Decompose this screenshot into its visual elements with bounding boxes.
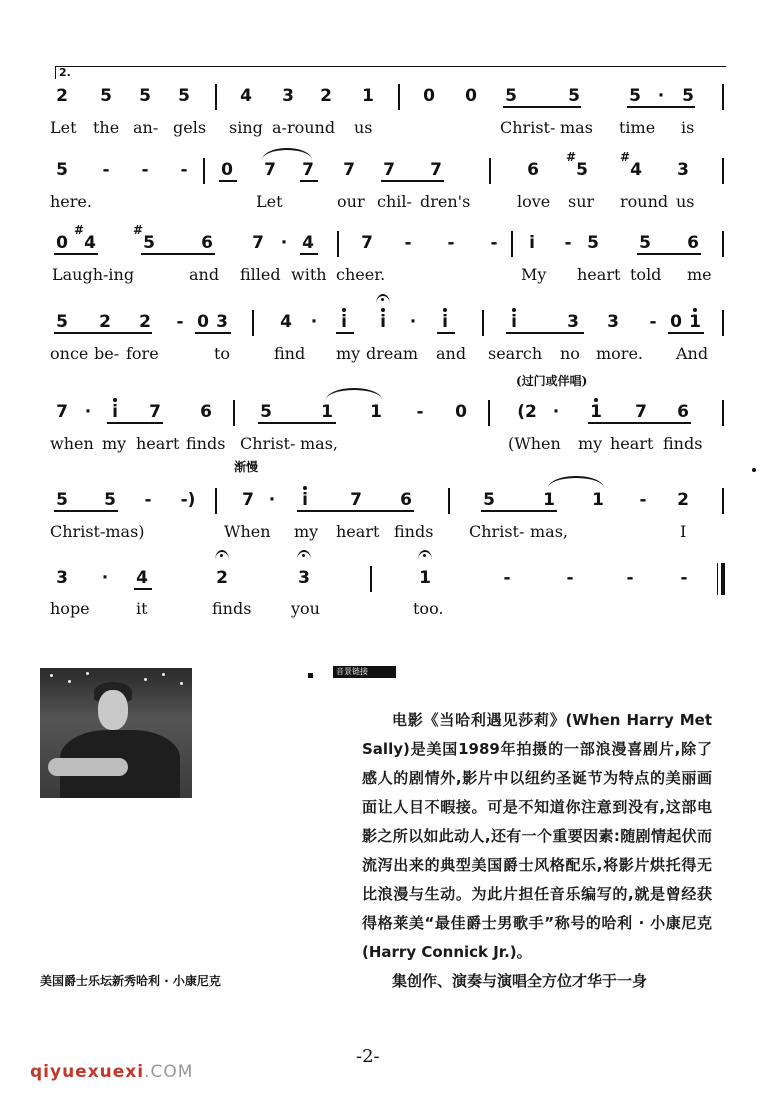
underline	[195, 332, 231, 334]
note: -	[404, 233, 412, 253]
barline	[252, 310, 254, 336]
sharp-sign: #	[74, 223, 85, 237]
lyric: us	[676, 192, 695, 211]
note: -	[626, 568, 634, 588]
barline	[398, 84, 400, 110]
note: 6	[200, 402, 212, 422]
barline	[215, 488, 217, 514]
note: 4	[302, 233, 314, 253]
tie	[548, 476, 604, 488]
barline	[370, 566, 372, 592]
note: -)	[180, 490, 196, 510]
site-watermark	[30, 1062, 193, 1082]
second-ending-bracket	[55, 66, 726, 79]
lyric: time	[619, 118, 656, 137]
note: i	[511, 312, 517, 332]
note: 2	[56, 86, 68, 106]
lyric: you	[291, 599, 320, 618]
note: 3	[56, 568, 68, 588]
lyric: is	[681, 118, 695, 137]
lyric: my	[294, 522, 319, 541]
interlude-annotation: (过门或伴唱)	[516, 374, 588, 388]
lyric: finds	[186, 434, 226, 453]
underline	[381, 180, 444, 182]
final-barline-thin	[717, 563, 718, 595]
lyric: dream	[366, 344, 419, 363]
note: 1	[689, 312, 701, 332]
barline	[215, 84, 217, 110]
lyric: with	[291, 265, 327, 284]
barline	[722, 231, 724, 257]
article-text	[362, 706, 712, 996]
note: 6	[687, 233, 699, 253]
high-octave-dot	[512, 308, 516, 312]
lyric: finds	[663, 434, 703, 453]
note: 6	[677, 402, 689, 422]
artist-face	[98, 690, 128, 730]
lyric: my	[578, 434, 603, 453]
note: 3	[567, 312, 579, 332]
lyric: find	[274, 344, 306, 363]
note: ·	[101, 568, 109, 588]
note: 5	[56, 490, 68, 510]
sharp-sign: #	[620, 150, 631, 164]
barline	[722, 400, 724, 426]
note: 0	[197, 312, 209, 332]
lyric: a-round	[272, 118, 336, 137]
high-octave-dot	[342, 308, 346, 312]
underline	[336, 332, 354, 334]
note: ·	[409, 312, 417, 332]
high-octave-dot	[594, 398, 598, 402]
note: 0	[423, 86, 435, 106]
note: 7	[252, 233, 264, 253]
note: 1	[590, 402, 602, 422]
note: 7	[56, 402, 68, 422]
note: -	[180, 160, 188, 180]
ending-number: 2.	[59, 66, 71, 79]
lyric: chil-	[377, 192, 412, 211]
note: -	[564, 233, 572, 253]
note: 2	[320, 86, 332, 106]
lyric: more.	[596, 344, 644, 363]
underline	[437, 332, 455, 334]
lyric: finds	[212, 599, 252, 618]
underline	[219, 180, 237, 182]
underline	[258, 422, 336, 424]
note: 0	[465, 86, 477, 106]
note: 7	[343, 160, 355, 180]
note: ·	[268, 490, 276, 510]
article-paragraph: 电影《当哈利遇见莎莉》(When Harry Met Sally)是美国1989年拍摄的一部浪漫喜剧片,除了感人的剧情外,影片中以纽约圣诞节为特点的美丽画面让人目不暇接。可是不知道你注意到没有,这部电影之所以如此动人,还有一个重要因素:随剧情起伏而流泻出来的典型美国爵士风格配乐,将影片烘托得无比浪漫与生动。为此片担任音乐编写的,就是曾经获得格莱美“最佳爵士男歌手”称号的哈利 · 小康尼克(Harry Connick Jr.)。	[362, 711, 712, 961]
note: 7	[430, 160, 442, 180]
underline	[627, 106, 695, 108]
barline	[722, 158, 724, 184]
note: 7	[350, 490, 362, 510]
high-octave-dot	[693, 308, 697, 312]
note: 5	[639, 233, 651, 253]
lyric: too.	[413, 599, 444, 618]
note: 6	[400, 490, 412, 510]
underline	[588, 422, 691, 424]
lyric: Christ-	[240, 434, 296, 453]
section-rubric: 音景链接	[333, 666, 396, 678]
barline	[488, 400, 490, 426]
note: 5	[56, 160, 68, 180]
note: 4	[240, 86, 252, 106]
note: 1	[321, 402, 333, 422]
lyric: when	[50, 434, 94, 453]
note: 7	[302, 160, 314, 180]
barline	[489, 158, 491, 184]
lyric: And	[676, 344, 709, 363]
note: 4	[136, 568, 148, 588]
tie	[326, 388, 382, 400]
note: -	[141, 160, 149, 180]
note: 5	[483, 490, 495, 510]
lyric: filled	[240, 265, 281, 284]
note: 3	[298, 568, 310, 588]
note: i	[529, 233, 535, 253]
article-paragraph: 集创作、演奏与演唱全方位才华于一身	[392, 972, 648, 990]
lyric: heart	[610, 434, 654, 453]
note: 5	[568, 86, 580, 106]
slur	[262, 148, 312, 160]
note: 0	[455, 402, 467, 422]
note: 7	[242, 490, 254, 510]
note: 5	[587, 233, 599, 253]
note: 7	[361, 233, 373, 253]
note: ·	[657, 86, 665, 106]
note: 5	[260, 402, 272, 422]
underline	[54, 332, 152, 334]
lyric: sur	[568, 192, 595, 211]
lyric: my	[102, 434, 127, 453]
note: 5	[505, 86, 517, 106]
note: 2	[99, 312, 111, 332]
note: 1	[370, 402, 382, 422]
underline	[141, 253, 215, 255]
note: i	[112, 402, 118, 422]
note: -	[144, 490, 152, 510]
fermata	[418, 550, 432, 560]
note: -	[503, 568, 511, 588]
fermata	[297, 550, 311, 560]
note: 6	[201, 233, 213, 253]
note: 3	[607, 312, 619, 332]
underline	[481, 510, 557, 512]
underline	[503, 106, 581, 108]
watermark-suffix: .COM	[144, 1062, 194, 1082]
note: 5	[56, 312, 68, 332]
print-speck	[752, 468, 756, 472]
note: 7	[383, 160, 395, 180]
lyric: my	[336, 344, 361, 363]
ritardando-annotation: 渐慢	[234, 460, 259, 474]
note: 3	[677, 160, 689, 180]
lyric: search	[488, 344, 543, 363]
note: 4	[280, 312, 292, 332]
underline	[300, 180, 318, 182]
fermata	[376, 294, 390, 304]
lyric: (When	[508, 434, 561, 453]
lyric: the	[93, 118, 120, 137]
note: 3	[282, 86, 294, 106]
lyric: hope	[50, 599, 90, 618]
note: ·	[310, 312, 318, 332]
lyric: cheer.	[336, 265, 386, 284]
barline	[233, 400, 235, 426]
rubric-bullet	[308, 673, 313, 678]
note: ·	[280, 233, 288, 253]
underline	[300, 253, 318, 255]
note: 5	[576, 160, 588, 180]
note: 5	[143, 233, 155, 253]
lyric: me	[687, 265, 712, 284]
note: -	[490, 233, 498, 253]
photo-caption: 美国爵士乐坛新秀哈利 · 小康尼克	[40, 974, 221, 988]
lyric: an-	[133, 118, 159, 137]
note: i	[302, 490, 308, 510]
note: -	[102, 160, 110, 180]
lyric: sing	[229, 118, 263, 137]
note: ·	[552, 402, 560, 422]
lyric: heart	[336, 522, 380, 541]
underline	[134, 588, 152, 590]
note: 1	[419, 568, 431, 588]
note: -	[566, 568, 574, 588]
underline	[506, 332, 584, 334]
barline	[448, 488, 450, 514]
barline	[722, 84, 724, 110]
note: 2	[139, 312, 151, 332]
note: 6	[527, 160, 539, 180]
lyric: When	[224, 522, 271, 541]
note: 5	[629, 86, 641, 106]
final-barline-thick	[721, 563, 725, 595]
underline	[107, 422, 163, 424]
note: 2	[216, 568, 228, 588]
note: 4	[630, 160, 642, 180]
note: 2	[677, 490, 689, 510]
barline	[337, 231, 339, 257]
lyric: Let	[50, 118, 77, 137]
underline	[297, 510, 414, 512]
lyric: mas	[560, 118, 593, 137]
artist-arm	[48, 758, 128, 776]
lyric: told	[630, 265, 662, 284]
lyric: finds	[394, 522, 434, 541]
high-octave-dot	[443, 308, 447, 312]
lyric: heart	[577, 265, 621, 284]
note: 4	[84, 233, 96, 253]
lyric: our	[337, 192, 365, 211]
underline	[668, 332, 704, 334]
lyric: no	[560, 344, 580, 363]
note: 7	[635, 402, 647, 422]
barline	[482, 310, 484, 336]
lyric: Christ-mas)	[50, 522, 145, 541]
lyric: once	[50, 344, 89, 363]
note: 5	[682, 86, 694, 106]
lyric: to	[214, 344, 231, 363]
note: 1	[362, 86, 374, 106]
lyric: and	[436, 344, 467, 363]
note: (2	[517, 402, 537, 422]
barline	[722, 310, 724, 336]
lyric: My	[521, 265, 547, 284]
note: 5	[139, 86, 151, 106]
note: 0	[221, 160, 233, 180]
lyric: dren's	[420, 192, 471, 211]
barline	[511, 231, 513, 257]
lyric: us	[354, 118, 373, 137]
lyric: here.	[50, 192, 92, 211]
sharp-sign: #	[566, 150, 577, 164]
underline	[54, 253, 98, 255]
note: 1	[592, 490, 604, 510]
note: -	[639, 490, 647, 510]
barline	[722, 488, 724, 514]
watermark-brand: qiyuexuexi	[30, 1062, 145, 1082]
note: 3	[216, 312, 228, 332]
underline	[637, 253, 701, 255]
lyric: Christ-	[500, 118, 556, 137]
note: 5	[100, 86, 112, 106]
lyric: mas,	[300, 434, 339, 453]
note: -	[447, 233, 455, 253]
note: i	[380, 312, 386, 332]
lyric: mas,	[530, 522, 569, 541]
barline	[203, 158, 205, 184]
lyric: be-	[94, 344, 120, 363]
artist-photo	[40, 668, 192, 798]
sharp-sign: #	[133, 223, 144, 237]
lyric: Let	[256, 192, 283, 211]
lyric: round	[620, 192, 669, 211]
note: 0	[670, 312, 682, 332]
lyric: Christ-	[469, 522, 525, 541]
note: -	[176, 312, 184, 332]
note: 0	[56, 233, 68, 253]
high-octave-dot	[381, 308, 385, 312]
note: i	[442, 312, 448, 332]
note: 7	[149, 402, 161, 422]
page-number: -2-	[356, 1046, 380, 1067]
lyric: fore	[126, 344, 159, 363]
note: 5	[178, 86, 190, 106]
note: -	[680, 568, 688, 588]
note: 7	[264, 160, 276, 180]
note: ·	[84, 402, 92, 422]
note: -	[649, 312, 657, 332]
note: 1	[543, 490, 555, 510]
lyric: it	[136, 599, 148, 618]
note: -	[416, 402, 424, 422]
high-octave-dot	[113, 398, 117, 402]
lyric: I	[680, 522, 687, 541]
fermata	[215, 550, 229, 560]
lyric: heart	[136, 434, 180, 453]
lyric: and	[189, 265, 220, 284]
lyric: gels	[173, 118, 207, 137]
lyric: Laugh-ing	[52, 265, 135, 284]
lyric: love	[517, 192, 551, 211]
note: 5	[104, 490, 116, 510]
underline	[54, 510, 118, 512]
high-octave-dot	[303, 486, 307, 490]
note: i	[341, 312, 347, 332]
